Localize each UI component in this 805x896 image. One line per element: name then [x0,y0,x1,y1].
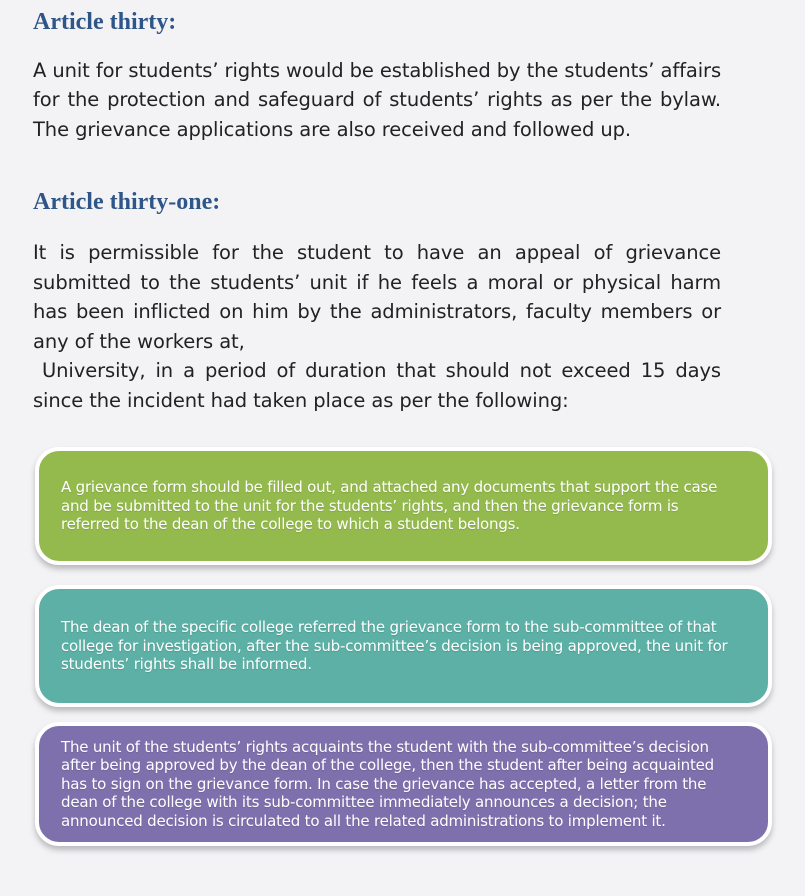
step-card-decision-announcement [35,722,772,846]
article-thirty-heading: Article thirty: [33,9,177,35]
article-thirty-one-body-part2: University, in a period of duration that should not exceed 15 days since the incident had taken place as per the following: [33,359,721,412]
step-text: A grievance form should be filled out, and attached any documents that support the case and be submitted to the unit for the students’ rights, and then the grievance form is referred to the dean of the college to which a student belongs. [61,478,718,534]
article-thirty-one-body [33,238,721,415]
article-thirty-one-body-part1: It is permissible for the student to have an appeal of grievance submitted to the students’ unit if he feels a moral or physical harm has been inflicted on him by the administrators, faculty members or any of the workers at, [33,241,721,353]
article-thirty-one-heading: Article thirty-one: [33,189,221,216]
step-card-grievance-form [35,447,772,565]
step-text: The dean of the specific college referred the grievance form to the sub-committee of that college for investigation, after the sub-committee’s decision is being approved, the unit for students’ rights shall be informed. [61,618,728,674]
step-text: The unit of the students’ rights acquaints the student with the sub-committee’s decision after being approved by the dean of the college, then the student after being acquainted has to sign on the grievance form. In case the grievance has accepted, a letter from the dean of the college with its sub-committee immediately announces a decision; the announced decision is circulated to all the related administrations to implement it. [61,737,714,830]
article-thirty-body: A unit for students’ rights would be established by the students’ affairs for the protection and safeguard of students’ rights as per the bylaw. The grievance applications are also received and followed up. [33,58,722,141]
grievance-steps-list [35,447,772,846]
step-card-dean-referral [35,585,772,707]
